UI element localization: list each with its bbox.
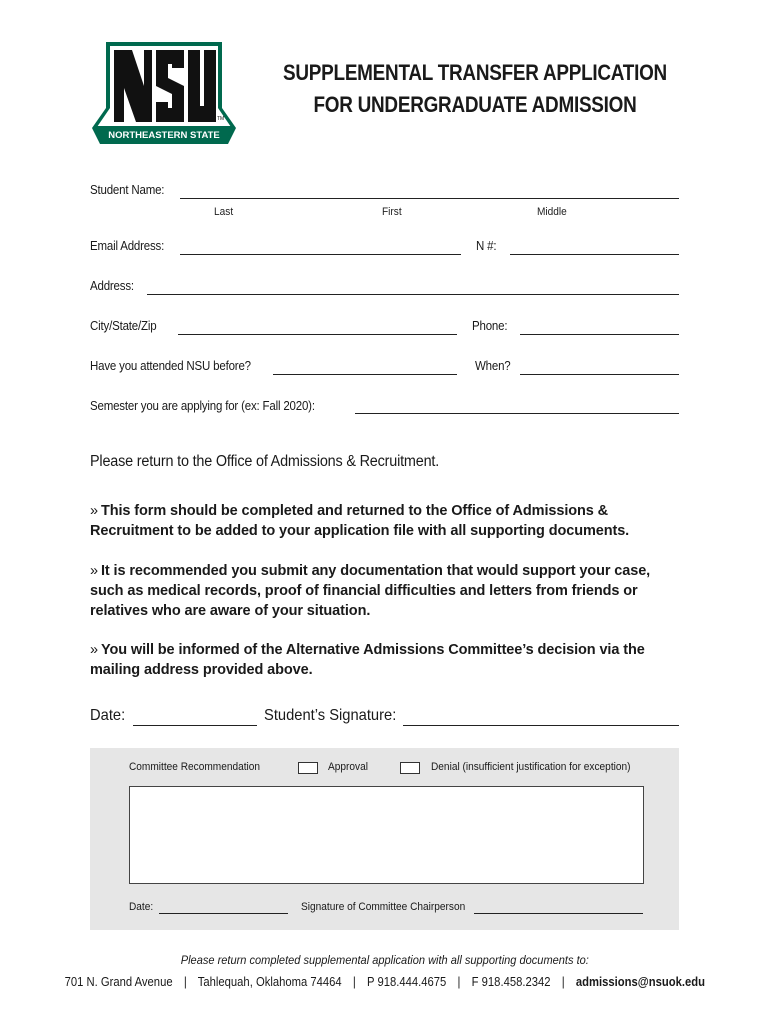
address-label: Address: (90, 279, 134, 293)
attended-label: Have you attended NSU before? (90, 359, 251, 373)
address-field[interactable] (147, 294, 679, 295)
footer-contact: 701 N. Grand Avenue | Tahlequah, Oklahoma 74464 | P 918.444.4675 | F 918.458.2342 | admissions@nsuok.edu (64, 975, 706, 989)
nsu-logo (88, 38, 240, 150)
denial-label: Denial (insufficient justification for exception) (431, 761, 631, 773)
signature-date-label: Date: (90, 707, 126, 724)
logo-banner-text: NORTHEASTERN STATE (108, 130, 220, 141)
footer-city: Tahlequah, Oklahoma 74464 (197, 975, 342, 989)
when-label: When? (475, 359, 511, 373)
name-part-last: Last (214, 206, 234, 218)
phone-label: Phone: (472, 319, 508, 333)
chair-signature-field[interactable] (474, 913, 643, 914)
footer-phone: P 918.444.4675 (367, 975, 447, 989)
instruction-bullet-2: » It is recommended you submit any documentation that would support your case, such as medical records, proof of financial difficulties and letters from friends or relatives who are aware of your situation. (90, 563, 651, 619)
committee-recommendation-label: Committee Recommendation (129, 761, 261, 773)
email-label: Email Address: (90, 239, 165, 253)
committee-date-field[interactable] (159, 913, 288, 914)
student-signature-label: Student’s Signature: (264, 707, 397, 724)
semester-field[interactable] (355, 413, 679, 414)
name-part-middle: Middle (537, 206, 567, 218)
name-part-first: First (382, 206, 402, 218)
n-number-label: N #: (476, 239, 497, 253)
n-number-field[interactable] (510, 254, 679, 255)
form-title-line1: SUPPLEMENTAL TRANSFER APPLICATION (283, 60, 667, 85)
when-field[interactable] (520, 374, 679, 375)
signature-date-field[interactable] (133, 725, 257, 726)
instructions-heading: Please return to the Office of Admissions & Recruitment. (90, 453, 440, 470)
instruction-bullet-3: » You will be informed of the Alternative Admissions Committee’s decision via the mailing address provided above. (90, 642, 645, 678)
instruction-bullet-1: » This form should be completed and returned to the Office of Admissions & Recruitment to be added to your application file with all supporting documents. (90, 503, 630, 539)
footer-email-link[interactable]: admissions@nsuok.edu (576, 975, 706, 989)
approval-label: Approval (328, 761, 368, 773)
committee-comments-box[interactable] (129, 786, 644, 884)
footer-address: 701 N. Grand Avenue (64, 975, 173, 989)
form-title-line2: FOR UNDERGRADUATE ADMISSION (313, 92, 637, 117)
chair-signature-label: Signature of Committee Chairperson (301, 901, 466, 913)
student-signature-field[interactable] (403, 725, 679, 726)
student-name-label: Student Name: (90, 183, 165, 197)
footer-note: Please return completed supplemental application with all supporting documents to: (180, 953, 590, 967)
approval-checkbox[interactable] (298, 762, 318, 774)
city-state-zip-field[interactable] (178, 334, 457, 335)
denial-checkbox[interactable] (400, 762, 420, 774)
semester-label: Semester you are applying for (ex: Fall 2020): (90, 399, 315, 413)
svg-text:TM: TM (217, 116, 225, 122)
phone-field[interactable] (520, 334, 679, 335)
city-state-zip-label: City/State/Zip (90, 319, 157, 333)
attended-field[interactable] (273, 374, 457, 375)
footer-fax: F 918.458.2342 (471, 975, 551, 989)
email-field[interactable] (180, 254, 461, 255)
committee-date-label: Date: (129, 901, 154, 913)
student-name-field[interactable] (180, 198, 679, 199)
